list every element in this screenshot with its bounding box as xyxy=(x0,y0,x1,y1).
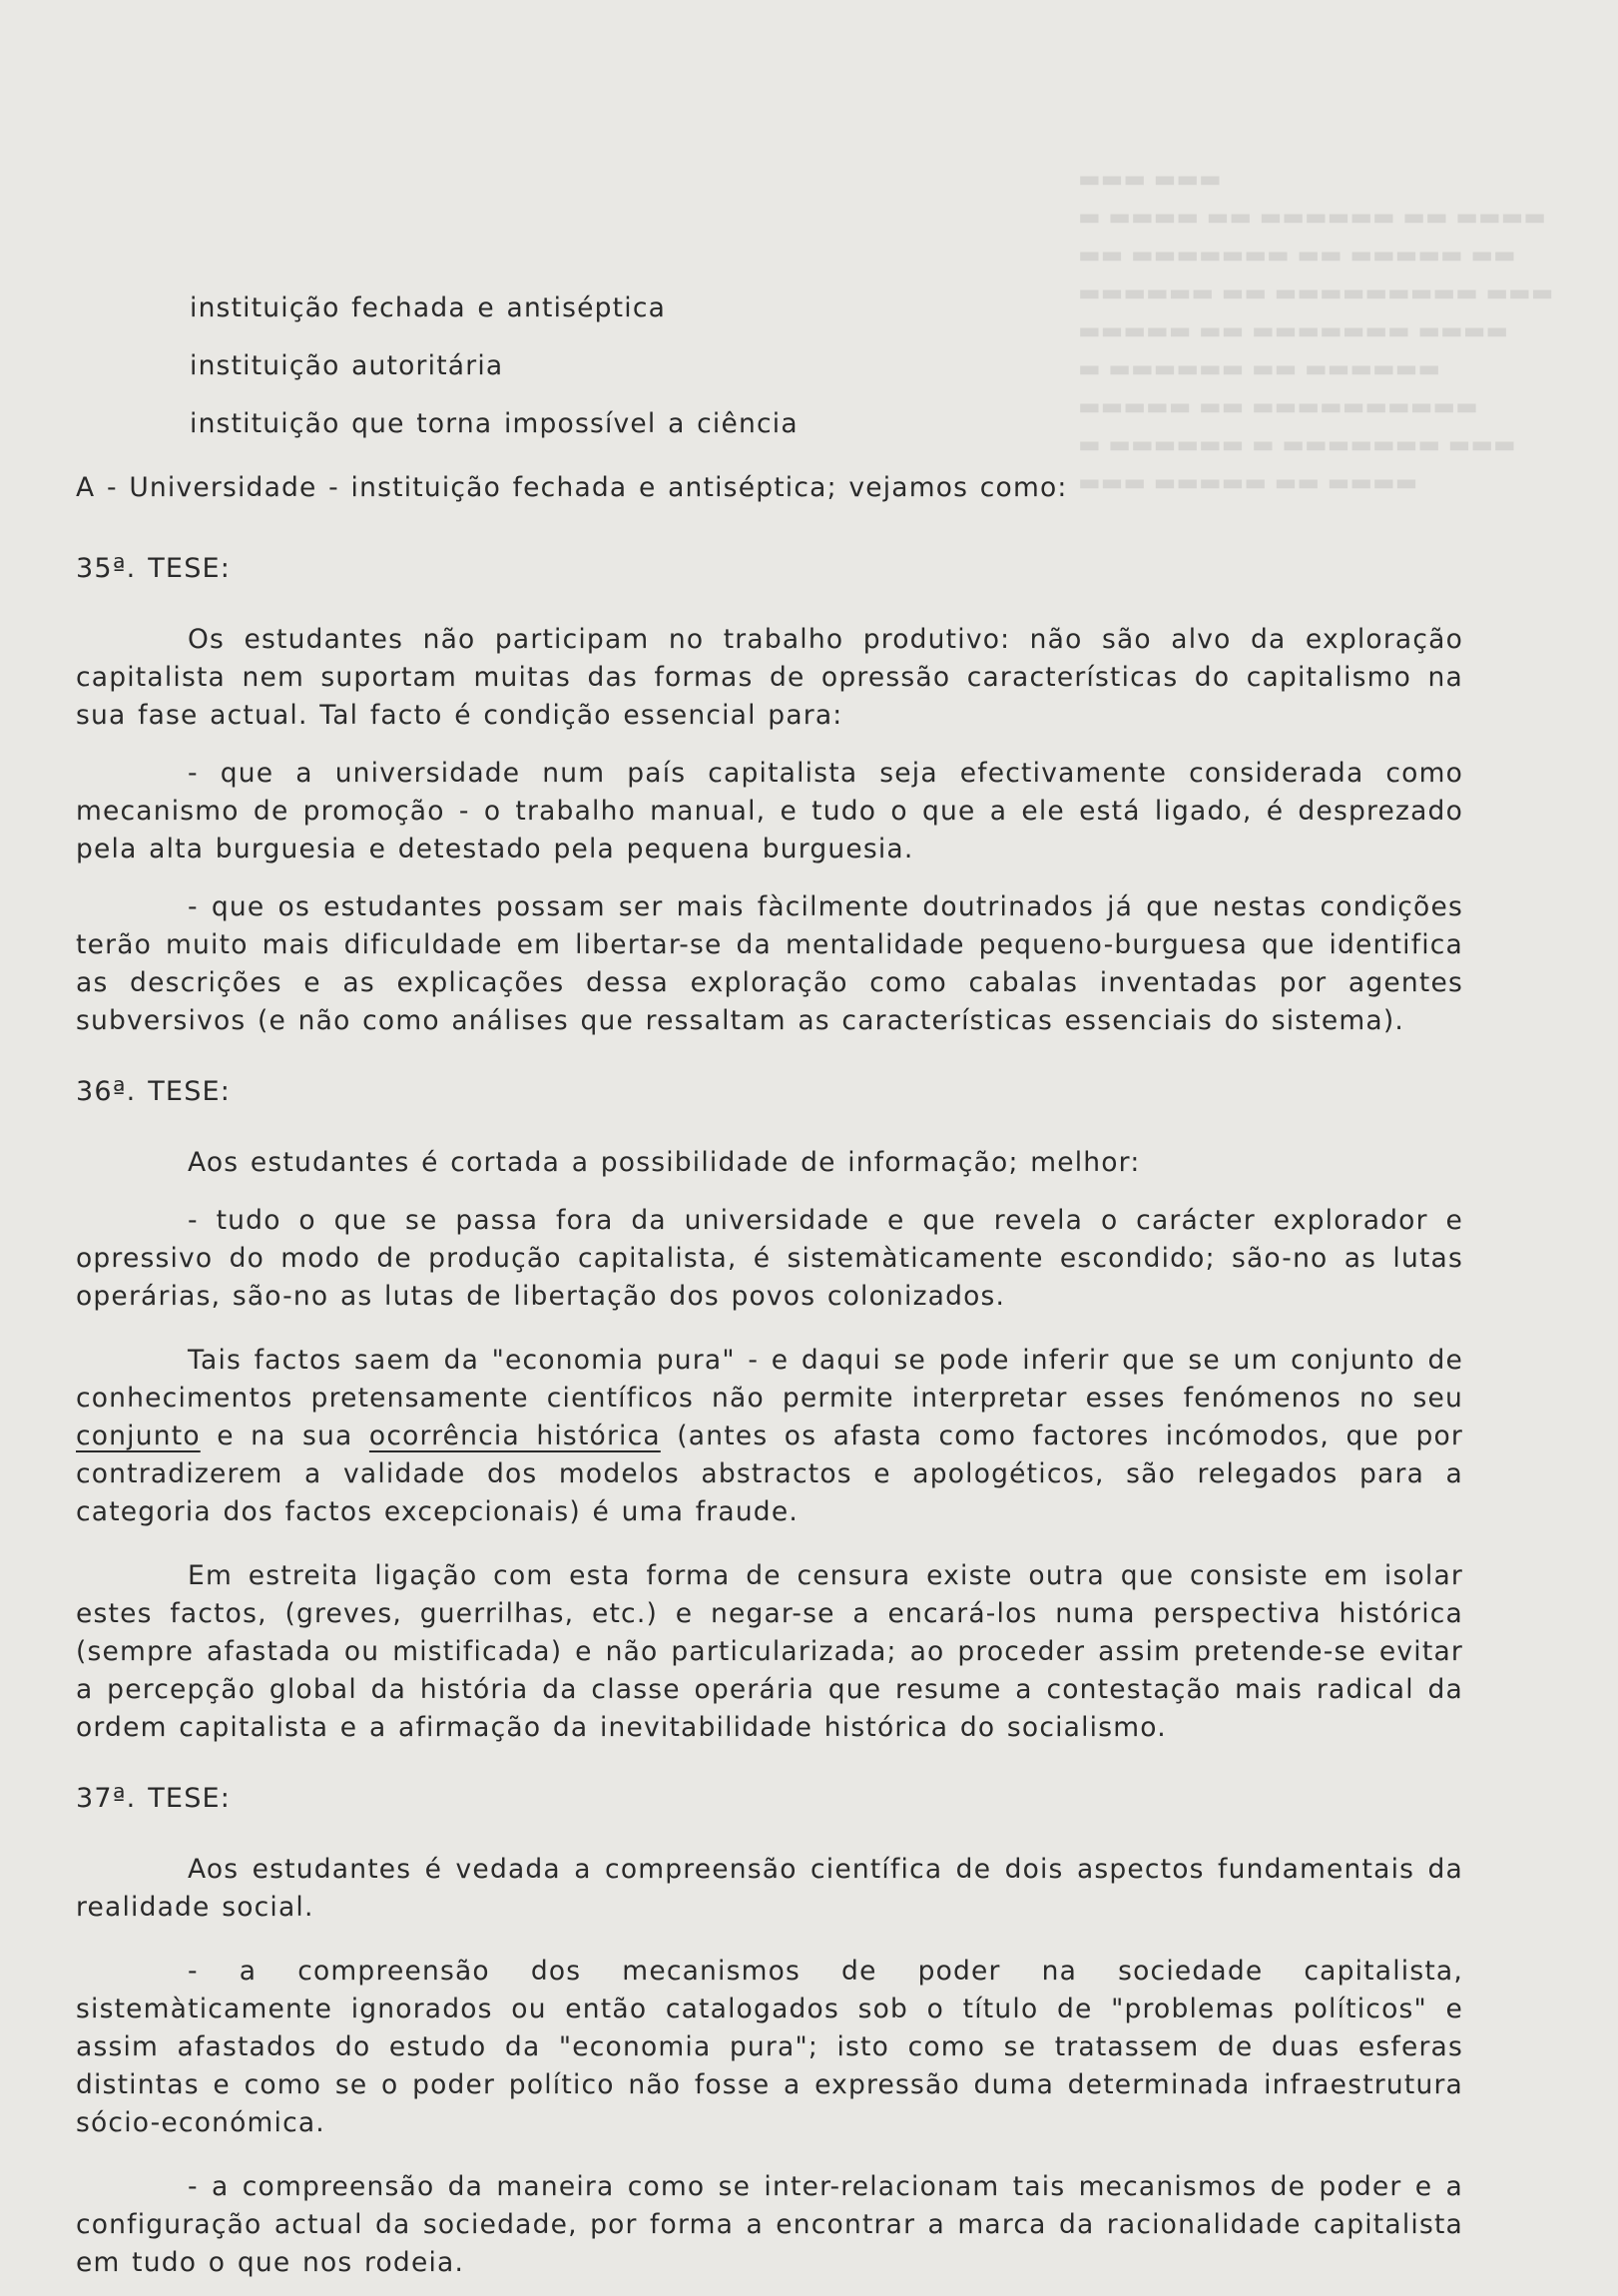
thesis-37-paragraph: - a compreensão da maneira como se inter-relacionam tais mecanismos de poder e a configuração actual da sociedade, por forma a encontrar a marca da racionalidade capitalista em tudo o que nos rodeia. xyxy=(76,2171,1463,2278)
bleed-through-text: ▬▬▬ ▬▬▬ ▬ ▬▬▬▬ ▬▬ ▬▬▬▬▬▬ ▬▬ ▬▬▬▬ ▬▬ ▬▬▬▬▬▬▬ ▬▬ ▬▬▬▬▬ ▬▬ ▬▬▬▬▬▬ ▬▬ ▬▬▬▬▬▬▬▬▬ ▬▬▬ ▬▬▬▬▬ ▬▬ ▬▬▬▬▬▬▬ ▬▬▬▬ ▬ ▬▬▬▬▬▬ ▬▬ ▬▬▬▬▬▬ ▬▬▬▬▬ ▬▬ ▬▬▬▬▬▬▬▬▬▬ ▬ ▬▬▬▬▬▬ ▬ ▬▬▬▬▬▬▬ ▬▬▬ ▬▬▬ ▬▬▬▬▬ ▬▬ ▬▬▬▬ xyxy=(1078,165,1554,496)
thesis-36-paragraph: Em estreita ligação com esta forma de censura existe outra que consiste em isolar estes factos, (greves, guerrilhas, etc.) e negar-se a encará-los numa perspectiva histórica (sempre afastada ou mistificada) e não particularizada; ao proceder assim pretende-se evitar a percepção global da história da classe operária que resume a contestação mais radical da ordem capitalista e a afirmação da inevitabilidade histórica do socialismo. xyxy=(76,1560,1463,1743)
thesis-37-heading: 37ª. TESE: xyxy=(76,1783,232,1814)
underlined-term: conjunto xyxy=(76,1421,201,1451)
list-item: instituição fechada e antiséptica xyxy=(190,292,667,323)
institution-list xyxy=(76,280,1463,453)
thesis-35-paragraph: - que os estudantes possam ser mais fàcilmente doutrinados já que nestas condições terão muito mais dificuldade em libertar-se da mentalidade pequeno-burguesa que identifica as descrições e as explicações dessa exploração como cabalas inventadas por agentes subversivos (e não como análises que ressaltam as características essenciais do sistema). xyxy=(76,891,1463,1036)
text-run: (antes os afasta como factores incómodos, que por contradizerem a validade dos modelos abstractos e apologéticos, são relegados para a categoria dos factos excepcionais) é uma fraude. xyxy=(76,1421,1463,1527)
underlined-term: ocorrência histórica xyxy=(368,1421,661,1451)
list-item: instituição que torna impossível a ciência xyxy=(190,408,799,439)
thesis-35-heading: 35ª. TESE: xyxy=(76,553,232,584)
text-run: Tais factos saem da "economia pura" - e daqui se pode inferir que se um conjunto de conhecimentos pretensamente científicos não permite interpretar esses fenómenos no seu xyxy=(76,1345,1463,1414)
thesis-35-paragraph: - que a universidade num país capitalista seja efectivamente considerada como mecanismo de promoção - o trabalho manual, e tudo o que a ele está ligado, é desprezado pela alta burguesia e detestado pela pequena burguesia. xyxy=(76,758,1463,864)
thesis-36-paragraph xyxy=(76,1342,1463,1531)
thesis-36-paragraph: Aos estudantes é cortada a possibilidade de informação; melhor: xyxy=(188,1147,1141,1178)
thesis-35-paragraph: Os estudantes não participam no trabalho produtivo: não são alvo da exploração capitalista nem suportam muitas das formas de opressão características do capitalismo na sua fase actual. Tal facto é condição essencial para: xyxy=(76,624,1463,731)
thesis-36-heading: 36ª. TESE: xyxy=(76,1076,232,1107)
intro-line: A - Universidade - instituição fechada e antiséptica; vejamos como: xyxy=(76,472,1068,503)
list-item: instituição autoritária xyxy=(190,350,504,381)
thesis-37-paragraph: Aos estudantes é vedada a compreensão científica de dois aspectos fundamentais da realidade social. xyxy=(76,1854,1463,1923)
thesis-37-paragraph: - a compreensão dos mecanismos de poder na sociedade capitalista, sistemàticamente ignorados ou então catalogados sob o título de "problemas políticos" e assim afastados do estudo da "economia pura"; isto como se tratassem de duas esferas distintas e como se o poder político não fosse a expressão duma determinada infraestrutura sócio-económica. xyxy=(76,1956,1463,2138)
thesis-36-paragraph: - tudo o que se passa fora da universidade e que revela o carácter explorador e opressivo do modo de produção capitalista, é sistemàticamente escondido; são-no as lutas operárias, são-no as lutas de libertação dos povos colonizados. xyxy=(76,1205,1463,1312)
document-body xyxy=(76,280,1463,2282)
text-run: e na sua xyxy=(200,1421,369,1451)
